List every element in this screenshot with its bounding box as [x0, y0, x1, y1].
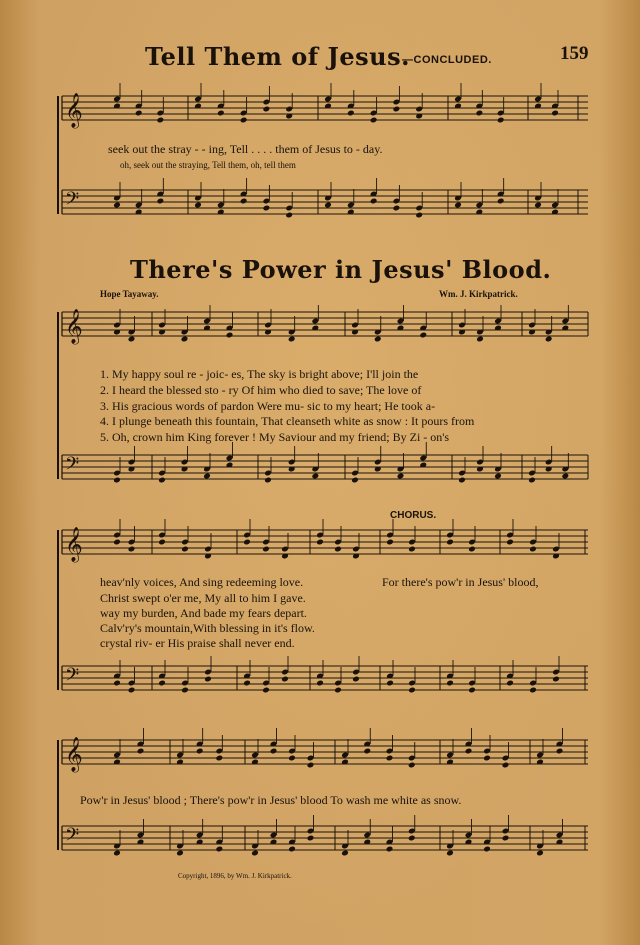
note-head [128, 687, 136, 694]
note-head [158, 539, 166, 546]
note-head [243, 539, 251, 546]
note-head [536, 850, 544, 857]
note-head [446, 539, 454, 546]
previous-song-lyric: seek out the stray - - ing, Tell . . . . them of Jesus to - day. [108, 142, 383, 156]
note-head [113, 477, 121, 484]
note-head [324, 202, 332, 209]
bass-clef: 𝄢 [65, 454, 80, 479]
note-head [263, 205, 271, 212]
note-head [534, 202, 542, 209]
note-head [370, 117, 378, 124]
tune-credit: Hope Tayaway. [100, 289, 159, 299]
note-head [545, 336, 553, 343]
note-head [446, 680, 454, 687]
note-head [408, 835, 416, 842]
note-head [419, 332, 427, 339]
note-head [397, 473, 405, 480]
verse-line-4: 4. I plunge beneath this fountain, That cleanseth white as snow : It pours from [100, 414, 475, 428]
note-head [468, 546, 476, 553]
verse-ending-1: heav'nly voices, And sing redeeming love. [100, 575, 304, 589]
note-head [363, 748, 371, 755]
note-head [502, 762, 510, 769]
note-head [551, 110, 559, 117]
note-head [386, 755, 394, 762]
note-head [386, 846, 394, 853]
note-head [128, 546, 136, 553]
note-head [281, 676, 289, 683]
verse-ending-4: Calv'ry's mountain,With blessing in it's flow. [100, 621, 315, 635]
page-number: 159 [560, 43, 589, 64]
note-head [307, 835, 315, 842]
note-head [196, 748, 204, 755]
note-head [128, 336, 136, 343]
note-head [552, 676, 560, 683]
note-head [352, 676, 360, 683]
verse-line-2: 2. I heard the blessed sto - ry Of him who died to save; The love of [100, 383, 422, 397]
note-head [556, 748, 564, 755]
note-head [529, 687, 537, 694]
note-head [176, 850, 184, 857]
note-head [528, 477, 536, 484]
note-head [446, 850, 454, 857]
note-head [562, 473, 570, 480]
note-head [468, 687, 476, 694]
verse-line-3: 3. His gracious words of pardon Were mu- sic to my heart; He took a- [100, 399, 436, 413]
verse-ending-3: way my burden, And bade my fears depart. [100, 606, 307, 620]
note-head [408, 762, 416, 769]
note-head [203, 473, 211, 480]
note-head [262, 546, 270, 553]
note-head [194, 202, 202, 209]
note-head [113, 850, 121, 857]
verse-line-1: 1. My happy soul re - joic- es, The sky is bright above; I'll join the [100, 367, 419, 381]
note-head [113, 680, 121, 687]
note-head [454, 202, 462, 209]
note-head [288, 336, 296, 343]
note-head [393, 106, 401, 113]
note-head [181, 687, 189, 694]
chorus-line-1: For there's pow'r in Jesus' blood, [382, 575, 539, 589]
copyright-notice: Copyright, 1896, by Wm. J. Kirkpatrick. [178, 872, 292, 880]
note-head [506, 539, 514, 546]
note-head [270, 748, 278, 755]
note-head [374, 336, 382, 343]
concluded-label: —CONCLUDED. [402, 54, 492, 66]
note-head [483, 846, 491, 853]
treble-clef: 𝄞 [65, 309, 83, 344]
note-head [408, 687, 416, 694]
note-head [285, 212, 293, 219]
note-head [506, 680, 514, 687]
treble-clef: 𝄞 [65, 737, 83, 772]
note-head [393, 205, 401, 212]
note-head [288, 846, 296, 853]
note-head [341, 850, 349, 857]
note-head [181, 336, 189, 343]
previous-song-title: Tell Them of Jesus. [145, 42, 410, 71]
note-head [494, 473, 502, 480]
chorus-label: CHORUS. [390, 510, 437, 521]
note-head [113, 202, 121, 209]
note-head [476, 336, 484, 343]
note-head [240, 198, 248, 205]
verse-ending-2: Christ swept o'er me, My all to him I gave. [100, 591, 306, 605]
note-head [312, 473, 320, 480]
note-head [137, 748, 145, 755]
note-head [264, 477, 272, 484]
note-head [334, 546, 342, 553]
verse-line-5: 5. Oh, crown him King forever ! My Saviour and my friend; By Zi - on's [100, 430, 450, 444]
note-head [240, 117, 248, 124]
note-head [458, 477, 466, 484]
note-head [370, 198, 378, 205]
note-head [307, 762, 315, 769]
note-head [262, 687, 270, 694]
note-head [113, 539, 121, 546]
chorus-line-2: Pow'r in Jesus' blood ; There's pow'r in Jesus' blood To wash me white as snow. [80, 793, 462, 807]
note-head [347, 110, 355, 117]
note-head [158, 680, 166, 687]
note-head [135, 110, 143, 117]
note-head [415, 212, 423, 219]
note-head [217, 110, 225, 117]
previous-song-bass-lyric: oh, seek out the straying, Tell them, oh, tell them [120, 160, 296, 170]
note-head [251, 850, 259, 857]
note-head [351, 477, 359, 484]
bass-clef: 𝄢 [65, 825, 80, 850]
note-head [497, 117, 505, 124]
note-head [157, 117, 165, 124]
note-head [529, 546, 537, 553]
note-head [476, 110, 484, 117]
bass-clef: 𝄢 [65, 189, 80, 214]
note-head [334, 687, 342, 694]
note-head [181, 546, 189, 553]
note-head [204, 676, 212, 683]
treble-clef: 𝄞 [65, 527, 83, 562]
note-head [497, 198, 505, 205]
note-head [263, 106, 271, 113]
note-head [216, 846, 224, 853]
note-head [288, 755, 296, 762]
note-head [216, 755, 224, 762]
verse-ending-5: crystal riv- er His praise shall never end. [100, 636, 295, 650]
composer-credit: Wm. J. Kirkpatrick. [439, 289, 518, 299]
note-head [316, 680, 324, 687]
note-head [465, 748, 473, 755]
note-head [408, 546, 416, 553]
note-head [483, 755, 491, 762]
bass-clef: 𝄢 [65, 665, 80, 690]
note-head [243, 680, 251, 687]
note-head [157, 198, 165, 205]
song-title: There's Power in Jesus' Blood. [130, 255, 552, 284]
note-head [316, 539, 324, 546]
note-head [386, 680, 394, 687]
note-head [386, 539, 394, 546]
treble-clef: 𝄞 [65, 93, 83, 128]
note-head [502, 835, 510, 842]
note-head [226, 332, 234, 339]
note-head [158, 477, 166, 484]
